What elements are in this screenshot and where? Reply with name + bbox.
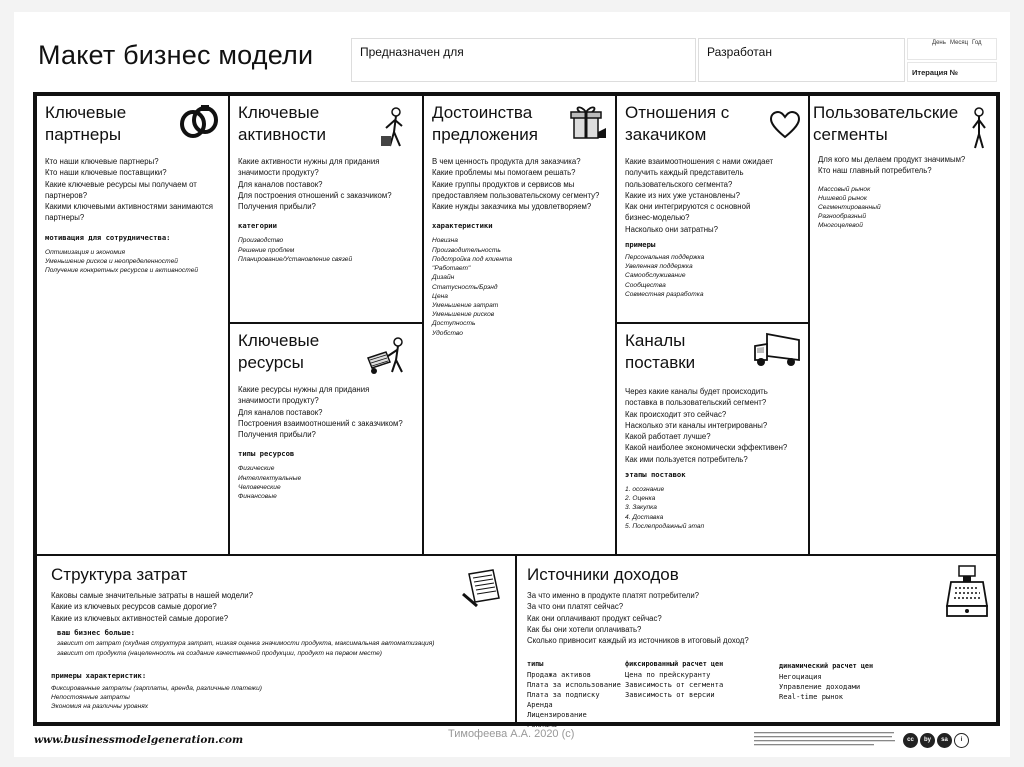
revenue-streams-questions: За что именно в продукте платят потребители? За что они платят сейчас? Как они оплачивают продукт сейчас? Как бы они хотели оплачивать? Сколько привносит каждый из источников в итоговый доход? [527,591,749,646]
cost-structure-questions: Каковы самые значительные затраты в нашей модели? Какие из ключевых ресурсов самые дорогие? Какие из ключевых активностей самые дорогие? [51,591,253,623]
block-customer-relationships [616,95,809,323]
customer-segments-list: Массовый рынок Нишевой рынок Сегментированный Разнообразный Многоцелевой [818,185,881,230]
channels-subheading: этапы поставок [625,470,686,480]
fixed-pricing-column: фиксированный расчет цен Цена по прейскуранту Зависимость от сегмента Зависимость от версии [625,660,724,699]
block-cost-structure [36,555,516,723]
block-customer-segments [809,95,997,555]
date-year-label: Год [972,40,982,46]
key-partners-list: Оптимизация и экономия Уменьшение рисков и неопределенностей Получение конкретных ресурсов и активностей [45,248,199,275]
key-activities-subheading: категории [238,221,277,231]
key-resources-title: Ключевые ресурсы [238,331,320,372]
receipt-icon [461,568,505,608]
forklift-icon [364,336,410,376]
cc-icon: cc [903,733,918,748]
revenue-types-column: типы Продажа активов Плата за использование Плата за подписку Аренда Лицензирование Реклама [527,660,621,729]
license-fine-print [754,730,899,749]
channels-questions: Через какие каналы будет происходить поставка в пользовательский сегмент? Как происходит это сейчас? Насколько эти каналы интегрированы? Какой работает лучше? Какой наиболее экономически эффективен? Как ими пользуется потребитель? [625,387,788,464]
date-month-label: Месяц [950,40,969,46]
iteration-label: Итерация № [912,68,959,77]
key-resources-questions: Какие ресурсы нужны для придания значимости продукту? Для каналов поставок? Построения взаимоотношений с заказчиком? Получения прибыли? [238,385,403,440]
channels-title: Каналы поставки [625,331,696,372]
key-activities-title: Ключевые активности [238,103,327,144]
cost-structure-list: зависит от затрат (скудная структура затрат, низкая оценка значимости продукта, максимальная автоматизация) зависит от продукта (нацеленность на создание качественной продукции, продукт на первом месте) [57,639,435,657]
page-title: Макет бизнес модели [38,40,314,70]
cost-structure-list-2: Фиксированные затраты (зарплаты, аренда, различные платежи) Непостоянные затраты Экономия на различны уровнях [51,684,262,711]
block-key-partners [36,95,229,555]
truck-icon [751,330,805,370]
cash-register-icon [945,564,993,620]
by-icon: by [920,733,935,748]
customer-relationships-title: Отношения с закачиком [625,103,730,144]
cost-structure-title: Структура затрат [51,565,188,584]
value-propositions-list: Новизна Производительность Подстройка под клиента "Работает" Дизайн Статусность/Брэнд Цена Уменьшение затрат Уменьшение рисков Доступность Удобство [432,237,513,337]
customer-segments-title: Пользовательские сегменты [813,103,959,144]
channels-list: 1. осознание 2. Оценка 3. Закупка 4. Доставка 5. Послепродажный этап [625,486,705,530]
designed-by-field[interactable] [698,38,905,82]
block-key-activities [229,95,423,323]
worker-icon [378,106,408,150]
dynamic-pricing-column: динамический расчет цен Негоциация Управление доходами Real-time рынок [779,662,874,701]
block-value-propositions [423,95,616,555]
rings-icon [177,104,221,140]
key-partners-subheading: мотивация для сотрудничества: [45,232,171,242]
gift-icon [568,102,608,142]
revenue-streams-title: Источники доходов [527,565,679,584]
fine-print-lines [754,730,899,748]
value-propositions-questions: В чем ценность продукта для заказчика? Какие проблемы мы помогаем решать? Какие группы продуктов и сервисов мы предоставляем пользовательскому сегменту? Какие нужды заказчика мы удовлетворяем? [432,157,600,212]
slide [14,12,1010,757]
key-partners-title: Ключевые партнеры [45,103,127,144]
block-channels [616,323,809,555]
info-icon: i [954,733,969,748]
date-day-label: День [932,40,946,46]
key-resources-list: Физические Интеллектуальные Человеческие Финансовые [238,465,302,501]
designed-by-label: Разработан [707,45,772,59]
cost-structure-subheading: ваш бизнес больше: [57,627,135,637]
heart-icon [769,110,801,140]
key-resources-subheading: типы ресурсов [238,449,295,459]
sa-icon: sa [937,733,952,748]
footer-author: Тимофеева А.А. 2020 (c) [448,728,575,740]
key-activities-list: Производство Решение проблем Планирование/Установление связей [238,237,353,263]
customer-segments-questions: Для кого мы делаем продукт значимым? Кто наш главный потребитель? [818,155,966,176]
customer-relationships-questions: Какие взаимоотношения с нами ожидает получить каждый представитель пользовательского сегмента? Какие из них уже установлены? Как они интегрируются с основной бизнес-моделью? Насколько они затратны? [625,157,774,234]
customer-relationships-list: Персональная поддержка Увеленная поддержка Самообслуживание Сообщества Совместная разработка [625,254,705,298]
block-key-resources [229,323,423,555]
key-partners-questions: Кто наши ключевые партнеры? Кто наши ключевые поставщики? Какие ключевые ресурсы мы получаем от партнеров? Какими ключевыми активностями занимаются партнеры? [45,157,213,223]
cost-structure-subheading-2: примеры характеристик: [51,670,147,680]
block-revenue-streams [516,555,997,729]
value-propositions-subheading: характеристики [432,221,493,231]
customer-relationships-subheading: примеры [625,240,656,250]
person-icon [970,106,988,150]
value-propositions-title: Достоинства предложения [432,103,538,144]
key-activities-questions: Какие активности нужны для придания значимости продукту? Для каналов поставок? Для построения отношений с заказчиком? Получения прибыли? [238,157,392,212]
designed-for-label: Предназначен для [360,45,464,59]
business-model-canvas [33,92,1000,729]
designed-for-field[interactable] [351,38,696,82]
footer-url[interactable]: www.businessmodelgeneration.com [34,734,244,746]
